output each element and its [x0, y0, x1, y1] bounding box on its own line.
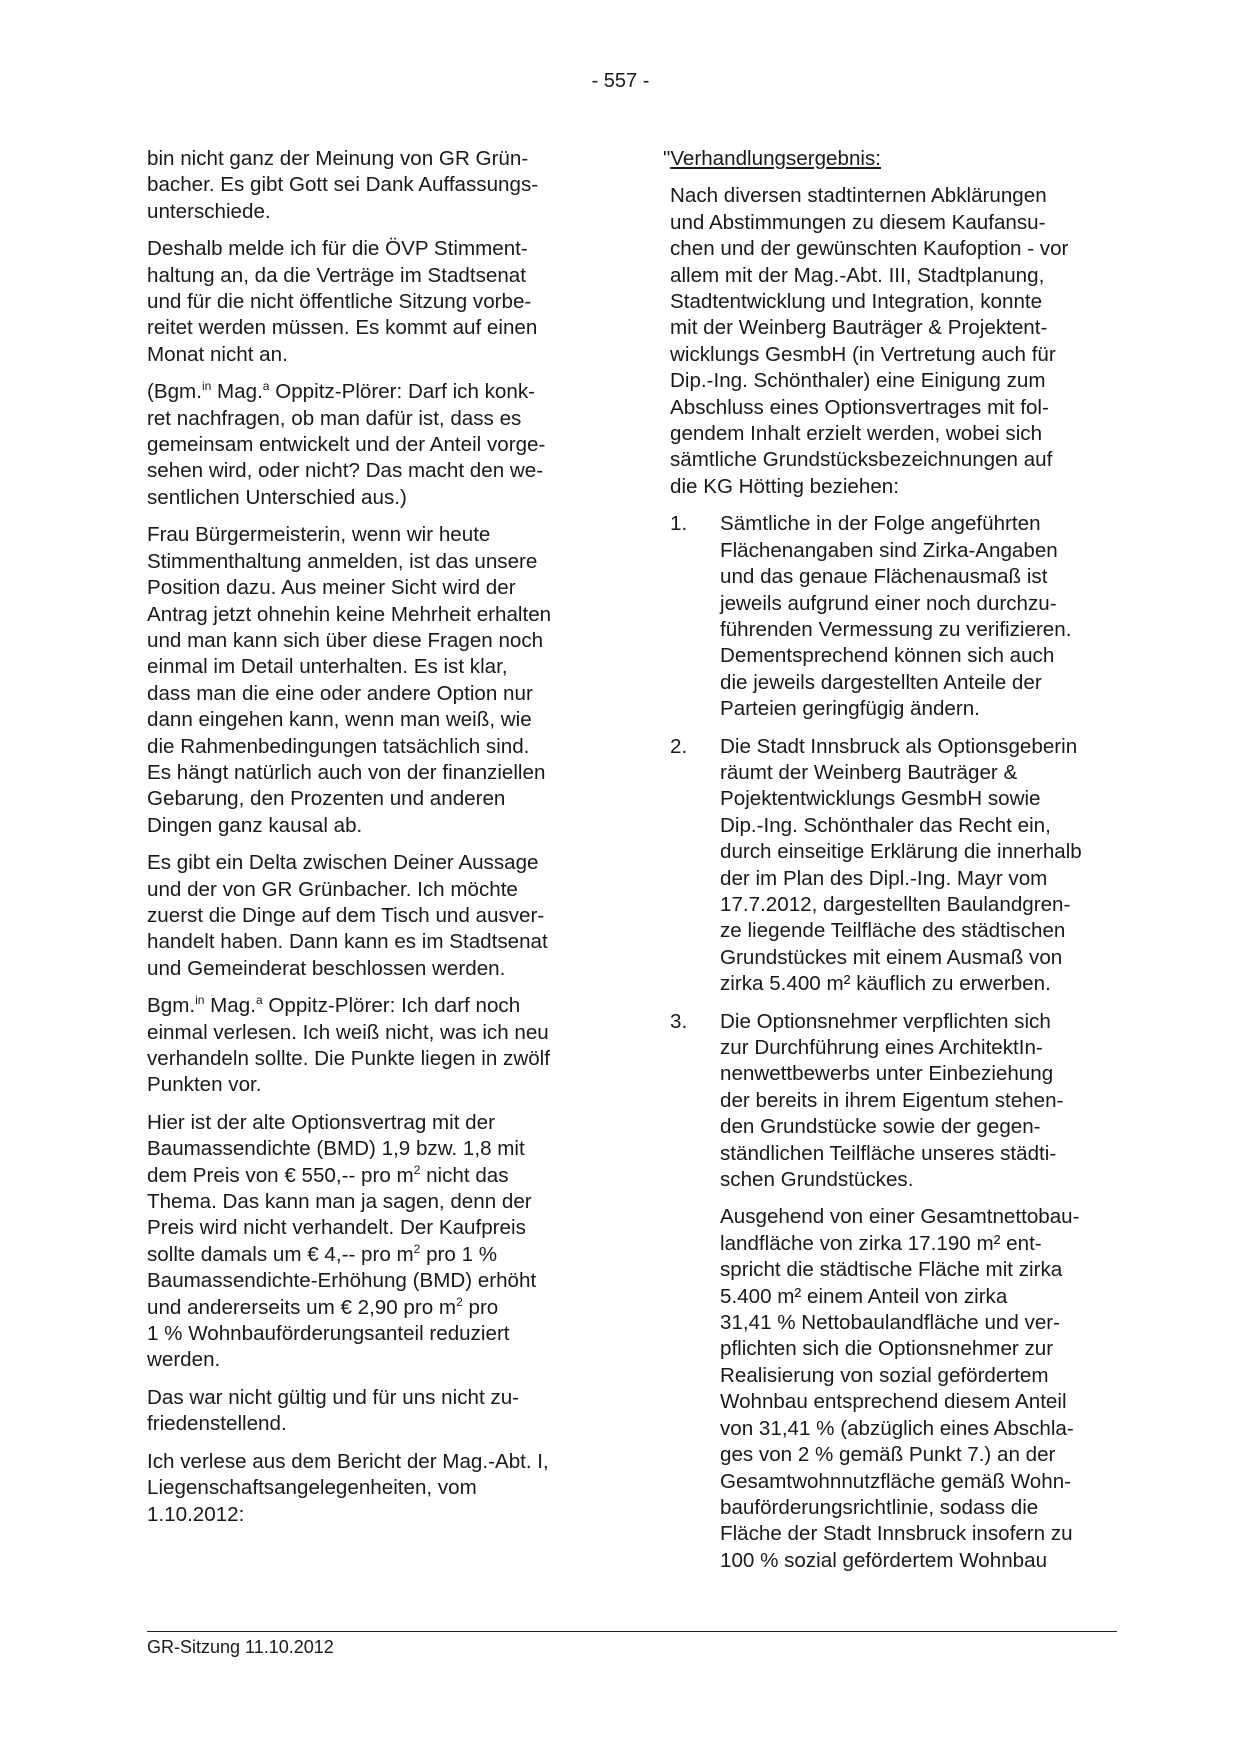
- superscript: 2: [413, 1162, 421, 1177]
- intro-paragraph: Nach diversen stadtinternen Abklärungen und Abstimmungen zu diesem Kaufansu- chen und der gewünschten Kaufoption - vor allem mit der Mag.-Abt. III, Stadtplanung, Stadtentwicklung und Integration, konnte mit der Weinberg Bauträger & Projektent- wicklungs GesmbH (in Vertretung auch für Dip.-Ing. Schönthaler) eine Einigung zum Abschluss eines Optionsvertrages mit fol- gendem Inhalt erzielt werden, wobei sich sämtliche Grundstücksbezeichnungen auf die KG Hötting beziehen:: [670, 184, 1069, 498]
- paragraph: Es gibt ein Delta zwischen Deiner Aussage und der von GR Grünbacher. Ich möchte zuerst die Dinge auf dem Tisch und ausver- handelt haben. Dann kann es im Stadtsenat und Gemeinderat beschlossen werden.: [147, 851, 548, 980]
- item-text: Die Stadt Innsbruck als Optionsgeberin räumt der Weinberg Bauträger & Pojektentwicklungs GesmbH sowie Dip.-Ing. Schönthaler das Recht ein, durch einseitige Erklärung die innerhalb der im Plan des Dipl.-Ing. Mayr vom 17.7.2012, dargestellten Baulandgren- ze liegende Teilfläche des städtischen Grundstückes mit einem Ausmaß von zirka 5.400 m² käuflich zu erwerben.: [720, 734, 1082, 996]
- left-column: [147, 146, 607, 1539]
- quote-mark: ": [663, 147, 671, 170]
- list-item: [670, 511, 1123, 722]
- list-item: [670, 734, 1123, 998]
- superscript: in: [201, 379, 212, 394]
- paragraph: [147, 379, 607, 511]
- text-run: nicht das Thema. Das kann man ja sagen, denn der Preis wird nicht verhandelt. Der Kaufpreis sollte damals um € 4,-- pro m: [147, 1163, 532, 1266]
- continuation-paragraph: Ausgehend von einer Gesamtnettobau- landfläche von zirka 17.190 m² ent- spricht die städtische Fläche mit zirka 5.400 m² einem Anteil von zirka 31,41 % Nettobaulandfläche und ver- pflichten sich die Optionsnehmer zur Realisierung von sozial gefördertem Wohnbau entsprechend diesem Anteil von 31,41 % (abzüglich eines Abschla- ges von 2 % gemäß Punkt 7.) an der Gesamtwohnnutzfläche gemäß Wohn- bauförderungsrichtlinie, sodass die Fläche der Stadt Innsbruck insofern zu 100 % sozial gefördertem Wohnbau: [720, 1205, 1080, 1572]
- superscript: a: [262, 379, 270, 394]
- text-run: Oppitz-Plörer: Darf ich konk- ret nachfragen, ob man dafür ist, dass es gemeinsam entwickelt und der Anteil vorge- sehen wird, oder nicht? Das macht den we- sentlichen Unterschied aus.): [147, 380, 546, 509]
- paragraph: bin nicht ganz der Meinung von GR Grün- bacher. Es gibt Gott sei Dank Auffassungs- unterschiede.: [147, 147, 539, 223]
- superscript: 2: [413, 1241, 421, 1256]
- footer-text: GR-Sitzung 11.10.2012: [147, 1637, 334, 1657]
- text-run: (Bgm.: [147, 380, 202, 404]
- superscript: 2: [456, 1294, 463, 1309]
- paragraph: [147, 993, 607, 1099]
- text-run: Hier ist der alte Optionsvertrag mit der Baumassendichte (BMD) 1,9 bzw. 1,8 mit dem Preis von € 550,-- pro m: [147, 1110, 525, 1187]
- right-column: [663, 146, 1123, 1574]
- paragraph: Ich verlese aus dem Bericht der Mag.-Abt. I, Liegenschaftsangelegenheiten, vom 1.10.2012:: [147, 1449, 549, 1526]
- paragraph: Das war nicht gültig und für uns nicht zu- friedenstellend.: [147, 1385, 520, 1436]
- text-run: Bgm.: [147, 994, 196, 1018]
- superscript: in: [195, 993, 205, 1008]
- text-run: Mag.: [204, 994, 256, 1018]
- heading-text: Verhandlungsergebnis:: [670, 147, 881, 170]
- item-number: 2.: [670, 734, 688, 758]
- item-number: 1.: [670, 512, 688, 536]
- text-run: pro 1 % Wohnbauförderungsanteil reduziert werden.: [147, 1295, 510, 1372]
- section-heading: [663, 146, 1123, 172]
- paragraph: Deshalb melde ich für die ÖVP Stimment- haltung an, da die Verträge im Stadtsenat und für die nicht öffentliche Sitzung vorbe- reitet werden müssen. Es kommt auf einen Monat nicht an.: [147, 237, 538, 366]
- text-run: pro 1 % Baumassendichte-Erhöhung (BMD) erhöht und andererseits um € 2,90 pro m: [147, 1242, 537, 1319]
- item-number: 3.: [670, 1009, 688, 1033]
- text-run: Mag.: [211, 380, 263, 404]
- paragraph: Frau Bürgermeisterin, wenn wir heute Stimmenthaltung anmelden, ist das unsere Position dazu. Aus meiner Sicht wird der Antrag jetzt ohnehin keine Mehrheit erhalten und man kann sich über diese Fragen noch einmal im Detail unterhalten. Es ist klar, dass man die eine oder andere Option nur dann eingehen kann, wenn man weiß, wie die Rahmenbedingungen tatsächlich sind. Es hängt natürlich auch von der finanziellen Gebarung, den Prozenten und anderen Dingen ganz kausal ab.: [147, 523, 552, 837]
- text-run: Oppitz-Plörer: Ich darf noch einmal verlesen. Ich weiß nicht, was ich neu verhandeln sollte. Die Punkte liegen in zwölf Punkten vor.: [147, 994, 550, 1097]
- page-number: - 557 -: [591, 70, 650, 92]
- item-text: Die Optionsnehmer verpflichten sich zur Durchführung eines ArchitektIn- nenwettbewerbs unter Einbeziehung der bereits in ihrem Eigentum stehen- den Grundstücke sowie der gegen- ständlichen Teilfläche unseres städti- schen Grundstückes.: [720, 1009, 1064, 1192]
- list-item: [670, 1009, 1123, 1194]
- superscript: a: [255, 993, 263, 1008]
- item-text: Sämtliche in der Folge angeführten Flächenangaben sind Zirka-Angaben und das genaue Flächenausmaß ist jeweils aufgrund einer noch durchzu- führenden Vermessung zu verifizieren. Dementsprechend können sich auch die jeweils dargestellten Anteile der Parteien geringfügig ändern.: [720, 512, 1072, 721]
- footer-divider: [147, 1631, 1117, 1632]
- paragraph: [147, 1110, 607, 1374]
